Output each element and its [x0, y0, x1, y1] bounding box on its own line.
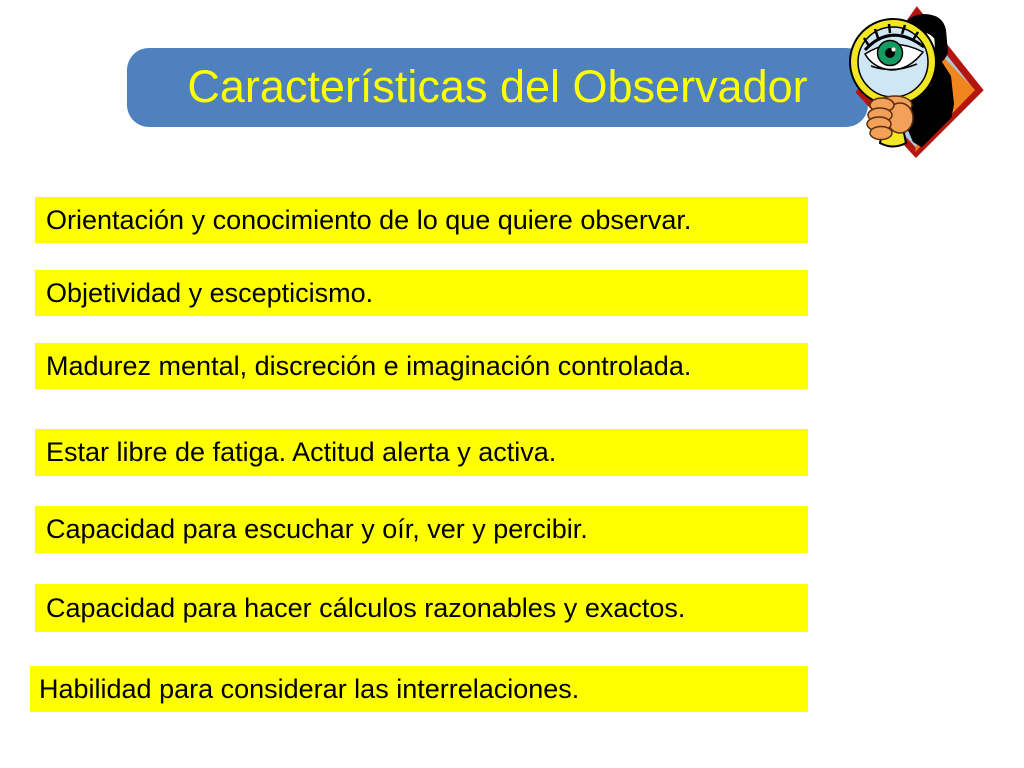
bullet-text: Madurez mental, discreción e imaginación controlada.	[46, 350, 692, 381]
bullet-bar-interrelaciones	[30, 666, 808, 712]
bullet-text: Habilidad para considerar las interrelaciones.	[39, 673, 580, 704]
bullet-bar-calculos	[35, 584, 808, 632]
bullet-text: Capacidad para hacer cálculos razonables y exactos.	[46, 592, 686, 623]
bullet-bar-fatiga	[35, 429, 808, 476]
bullet-text: Estar libre de fatiga. Actitud alerta y activa.	[46, 437, 557, 467]
bullet-bar-orientacion	[35, 197, 808, 243]
bullet-bar-objetividad	[35, 270, 808, 316]
observer-magnifier-clipart-icon	[845, 2, 1005, 160]
bullet-text: Capacidad para escuchar y oír, ver y percibir.	[46, 514, 588, 544]
bullet-bar-escuchar	[35, 506, 808, 553]
slide-title: Características del Observador	[187, 61, 808, 112]
bullet-text: Objetividad y escepticismo.	[46, 277, 374, 308]
title-banner	[127, 48, 868, 127]
bullet-text: Orientación y conocimiento de lo que quiere observar.	[46, 204, 692, 235]
bullet-bar-madurez	[35, 343, 808, 389]
